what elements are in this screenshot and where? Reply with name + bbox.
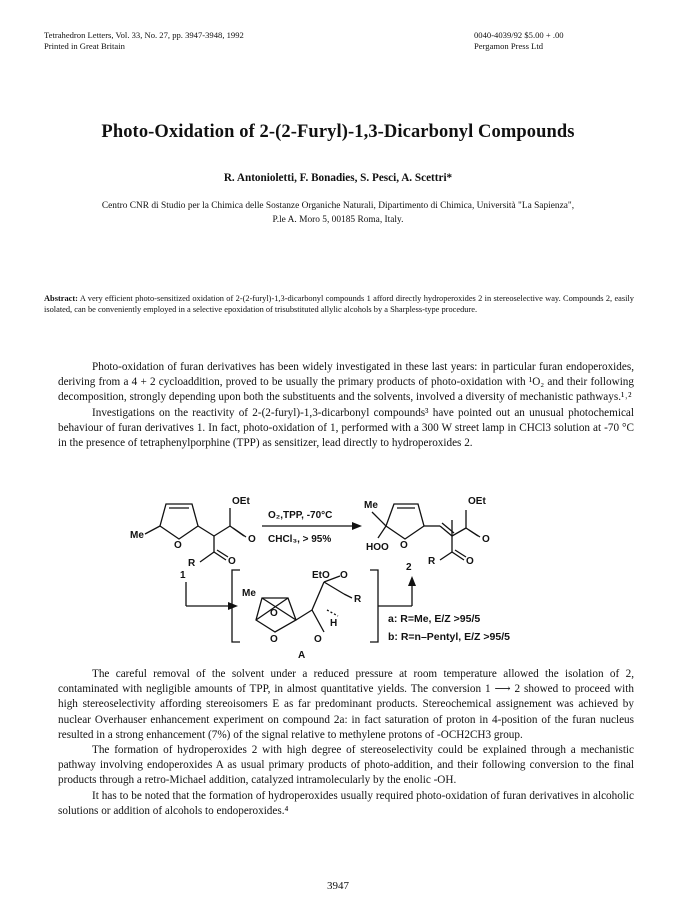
paper-title: Photo-Oxidation of 2-(2-Furyl)-1,3-Dicarbonyl Compounds <box>101 122 575 142</box>
label-a-me: Me <box>242 588 256 599</box>
reagents-top: O₂,TPP, -70°C <box>268 510 333 521</box>
paragraph: The careful removal of the solvent under a reduced pressure at room temperature allowed the isolation of 2, contaminated with negligible amounts of TPP, in almost quantitative yields. The conversion 1 ⟶ 2 showed to proceed with high stereoselectivity affording stereoisomers E as far predominant products. Stereochemical assignement was achieved by nuclear Overhauser enhancement experiment on compound 2a: in fact saturation of proton in 4-position of the furan nucleus resulted in a strong enhancement (7%) of the signal relative to methylene protons of -OCH2CH3 group. <box>58 668 634 741</box>
compound-1-label: 1 <box>180 570 186 581</box>
affiliation-line-1: Centro CNR di Studio per la Chimica delle Sostanze Organiche Naturali, Dipartimento di Chimica, Università "La Sapienza", <box>101 201 575 211</box>
body-top <box>58 360 634 451</box>
affiliation-line-2: P.le A. Moro 5, 00185 Roma, Italy. <box>272 215 404 225</box>
reaction-scheme <box>0 492 676 662</box>
paragraph: Photo-oxidation of furan derivatives has been widely investigated in these last years: in particular furan endoperoxides, deriving from a 4 + 2 cycloaddition, proved to be usually the primary products of photo-oxidation with ¹O₂ and their following decomposition, strongly depending upon both the substituents and the solvents, involved a diversity of mechanistic pathways.¹˒² <box>58 361 634 404</box>
label-a-o4: O <box>314 634 322 645</box>
label-hoo: HOO <box>366 542 389 553</box>
page-number: 3947 <box>327 880 349 892</box>
reagents-bottom: CHCl₃, > 95% <box>268 534 332 545</box>
body-bottom <box>58 667 634 819</box>
journal-header <box>44 30 244 52</box>
label-eto: EtO <box>312 570 330 581</box>
label-a-o3: O <box>270 634 278 645</box>
compound-2-label: 2 <box>406 562 412 573</box>
abstract-text: A very efficient photo-sensitized oxidation of 2-(2-furyl)-1,3-dicarbonyl compounds 1 afford directly hydroperoxides 2 in stereoselective way. Compounds 2, easily isolated, can be conveniently employed in a selective epoxidation of trisubstituted allylic alcohols by a Sharpless-type procedure. <box>44 294 634 314</box>
label-oet-right: OEt <box>468 496 486 507</box>
label-oet-left: OEt <box>232 496 250 507</box>
label-a-h: H <box>330 618 338 629</box>
intermediate-A-label: A <box>298 650 306 661</box>
author-list: R. Antonioletti, F. Bonadies, S. Pesci, A. Scettri* <box>223 172 453 184</box>
label-o-left: O <box>248 534 256 545</box>
journal-citation: Tetrahedron Letters, Vol. 33, No. 27, pp. 3947-3948, 1992 <box>44 30 244 40</box>
label-r-left: R <box>188 558 196 569</box>
abstract-label: Abstract: <box>44 294 78 303</box>
publisher-name: Pergamon Press Ltd <box>474 41 544 51</box>
affiliation <box>60 199 616 227</box>
variant-b: b: R=n–Pentyl, E/Z >95/5 <box>388 631 510 643</box>
label-a-o2: O <box>270 608 278 619</box>
paragraph: The formation of hydroperoxides 2 with high degree of stereoselectivity could be explained through a mechanistic pathway involving endoperoxides A as usual primary products of photo-addition, and their following conversion to the final products through a retro-Michael addition, catalyzed intramolecularly by the enolic -OH. <box>58 744 634 787</box>
label-a-r: R <box>354 594 362 605</box>
printed-in: Printed in Great Britain <box>44 41 125 51</box>
publisher-header <box>474 30 624 52</box>
label-ro-left: O <box>228 556 236 567</box>
label-me-right: Me <box>364 500 378 511</box>
label-me-left: Me <box>130 530 144 541</box>
label-ro-right: O <box>466 556 474 567</box>
variant-a: a: R=Me, E/Z >95/5 <box>388 613 481 625</box>
label-ring-o-right: O <box>400 540 408 551</box>
label-o-right: O <box>482 534 490 545</box>
label-r-right: R <box>428 556 436 567</box>
label-ring-o-left: O <box>174 540 182 551</box>
paragraph: It has to be noted that the formation of hydroperoxides usually required photo-oxidation of furan derivatives in alcoholic solutions or addition of alcohols to endoperoxides.⁴ <box>58 789 634 817</box>
paragraph: Investigations on the reactivity of 2-(2-furyl)-1,3-dicarbonyl compounds³ have pointed out an unusual photochemical behaviour of furan derivatives 1. In fact, photo-oxidation of 1, performed with a 300 W street lamp in CHCl3 solution at -70 °C in the presence of tetraphenylporphine (TPP) as sensitizer, lead directly to hydroperoxides 2. <box>58 406 634 450</box>
issn-price: 0040-4039/92 $5.00 + .00 <box>474 30 564 40</box>
abstract <box>44 294 634 315</box>
label-a-o: O <box>340 570 348 581</box>
